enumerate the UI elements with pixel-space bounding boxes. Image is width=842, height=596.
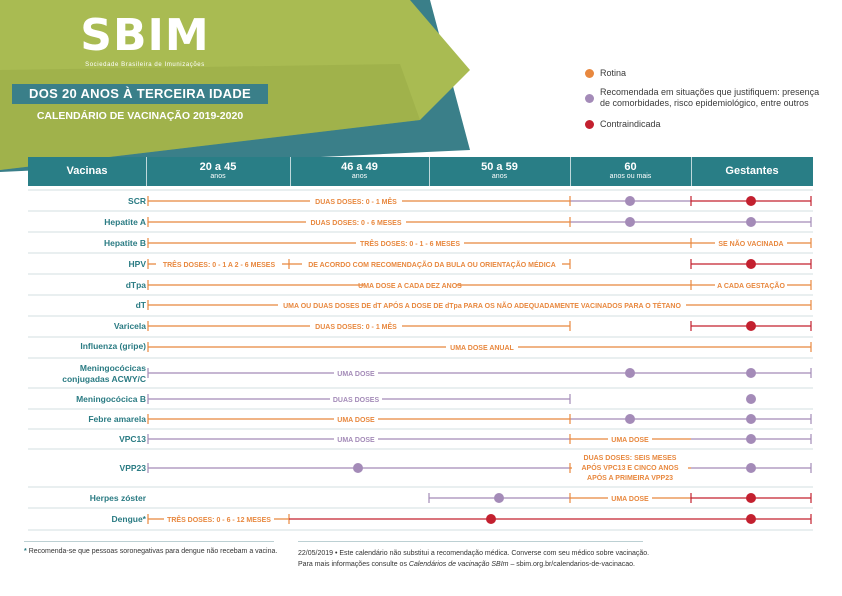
vaccine-name-meningococica-b: Meningocócica B (76, 394, 146, 404)
hepa-gest-dot (746, 217, 756, 227)
footer-line-2-c: – sbim.org.br/calendarios-de-vacinacao. (508, 561, 635, 568)
mening-label: UMA DOSE (337, 371, 375, 378)
vpp23-gest-dot (746, 463, 756, 473)
hpv-label2: DE ACORDO COM RECOMENDAÇÃO DA BULA OU ORIENTAÇÃO MÉDICA (308, 262, 556, 269)
vaccine-name-meningococicas-1: Meningocócicas (79, 363, 146, 373)
logo-subtitle: Sociedade Brasileira de Imunizações (85, 62, 205, 68)
header-col-sub: anos (351, 173, 368, 180)
vaccine-name-dengue: Dengue* (111, 514, 146, 524)
vaccine-name-hepatite-a: Hepatite A (104, 217, 146, 227)
header-gestantes: Gestantes (725, 165, 779, 177)
hepa-label: DUAS DOSES: 0 - 6 MESES (310, 220, 402, 227)
vaccine-name-hpv: HPV (128, 259, 146, 269)
header-col-label: 46 a 49 (341, 161, 378, 173)
febre-gest-dot (746, 414, 756, 424)
footer-divider (298, 541, 643, 542)
vaccine-name-hepatite-b: Hepatite B (103, 238, 146, 248)
herpes-gest-dot (746, 493, 756, 503)
varicela-label: DUAS DOSES: 0 - 1 MÊS (315, 324, 397, 331)
scr-60-dot (625, 196, 635, 206)
vaccine-name-dtpa: dTpa (125, 280, 146, 290)
legend-text-rotina: Rotina (600, 68, 627, 78)
vaccine-name-influenza: Influenza (gripe) (80, 341, 146, 351)
mening-gest-dot (746, 368, 756, 378)
herpes-50-dot (494, 493, 504, 503)
hpv-label: TRÊS DOSES: 0 - 1 A 2 - 6 MESES (162, 262, 276, 269)
vaccine-name-varicela: Varicela (113, 321, 146, 331)
vaccine-name-herpes-zoster: Herpes zóster (89, 493, 146, 503)
page-subtitle: CALENDÁRIO DE VACINAÇÃO 2019-2020 (36, 110, 244, 122)
page-title: DOS 20 ANOS À TERCEIRA IDADE (12, 84, 268, 104)
influenza-label: UMA DOSE ANUAL (450, 345, 514, 352)
header-vacinas: Vacinas (66, 165, 108, 177)
vaccine-name-vpp23: VPP23 (119, 463, 146, 473)
footer-link-calendarios[interactable]: Calendários de vacinação SBIm (408, 561, 509, 568)
footer-line-2-a: Para mais informações consulte os (298, 561, 409, 568)
herpes-60-label: UMA DOSE (611, 496, 649, 503)
footer-notes (298, 548, 649, 570)
vpp23-60-label-1: DUAS DOSES: SEIS MESES (583, 455, 677, 462)
scr-gest-dot (746, 196, 756, 206)
vpc13-label: UMA DOSE (337, 437, 375, 444)
hepb-label: TRÊS DOSES: 0 - 1 - 6 MESES (360, 241, 460, 248)
legend-text-contraindicada: Contraindicada (600, 119, 661, 129)
dtpa-gest-label: A CADA GESTAÇÃO (717, 283, 785, 290)
vaccine-name-scr: SCR (128, 196, 146, 206)
header-col-sub: anos ou mais (609, 173, 652, 180)
vpc13-60-label: UMA DOSE (611, 437, 649, 444)
footnote-divider (24, 541, 274, 542)
febre-60-dot (625, 414, 635, 424)
legend-text-recomendada-2: de comorbidades, risco epidemiológico, entre outros (600, 98, 809, 108)
dt-label: UMA OU DUAS DOSES DE dT APÓS A DOSE DE dTpa PARA OS NÃO ADEQUADAMENTE VACINADOS PARA O TÉTANO (283, 303, 681, 310)
footer-line-1: 22/05/2019 • Este calendário não substitui a recomendação médica. Converse com seu médico sobre vacinação. (298, 550, 650, 557)
footer-line-2 (298, 559, 649, 570)
logo-word: SBIM (80, 10, 210, 61)
footnote-star: * (24, 548, 27, 555)
meningb-gest-dot (746, 394, 756, 404)
dengue-label: TRÊS DOSES: 0 - 6 - 12 MESES (167, 517, 271, 524)
vpc13-gest-dot (746, 434, 756, 444)
varicela-gest-dot (746, 321, 756, 331)
header-col-sub: anos (210, 173, 226, 180)
hepa-60-dot (625, 217, 635, 227)
header-col-label: 60 (624, 161, 637, 173)
vaccine-name-vpc13: VPC13 (119, 434, 146, 444)
vaccine-name-febre-amarela: Febre amarela (88, 414, 146, 424)
footnote-text: Recomenda-se que pessoas soronegativas para dengue não recebam a vacina. (28, 548, 278, 555)
header-col-label: 50 a 59 (481, 161, 518, 173)
dtpa-label: UMA DOSE A CADA DEZ ANOS (358, 283, 462, 290)
header-col-sub: anos (491, 173, 508, 180)
footnote (24, 548, 277, 555)
vpp23-60-label-2: APÓS VPC13 E CINCO ANOS (581, 465, 679, 472)
legend-text-recomendada-1: Recomendada em situações que justifiquem: presença (600, 87, 820, 97)
hepb-gest-label: SE NÃO VACINADA (718, 241, 784, 248)
vpp23-60-label-3: APÓS A PRIMEIRA VPP23 (587, 475, 673, 482)
vaccine-name-dt: dT (135, 300, 146, 310)
vaccine-name-meningococicas-2: conjugadas ACWY/C (62, 374, 146, 384)
dengue-gest-dot (746, 514, 756, 524)
dengue-50-dot (486, 514, 496, 524)
mening-60-dot (625, 368, 635, 378)
vpp23-46-dot (353, 463, 363, 473)
hpv-gest-dot (746, 259, 756, 269)
scr-label: DUAS DOSES: 0 - 1 MÊS (315, 199, 397, 206)
header-col-label: 20 a 45 (199, 161, 237, 173)
meningb-label: DUAS DOSES (332, 397, 380, 404)
febre-label: UMA DOSE (337, 417, 375, 424)
